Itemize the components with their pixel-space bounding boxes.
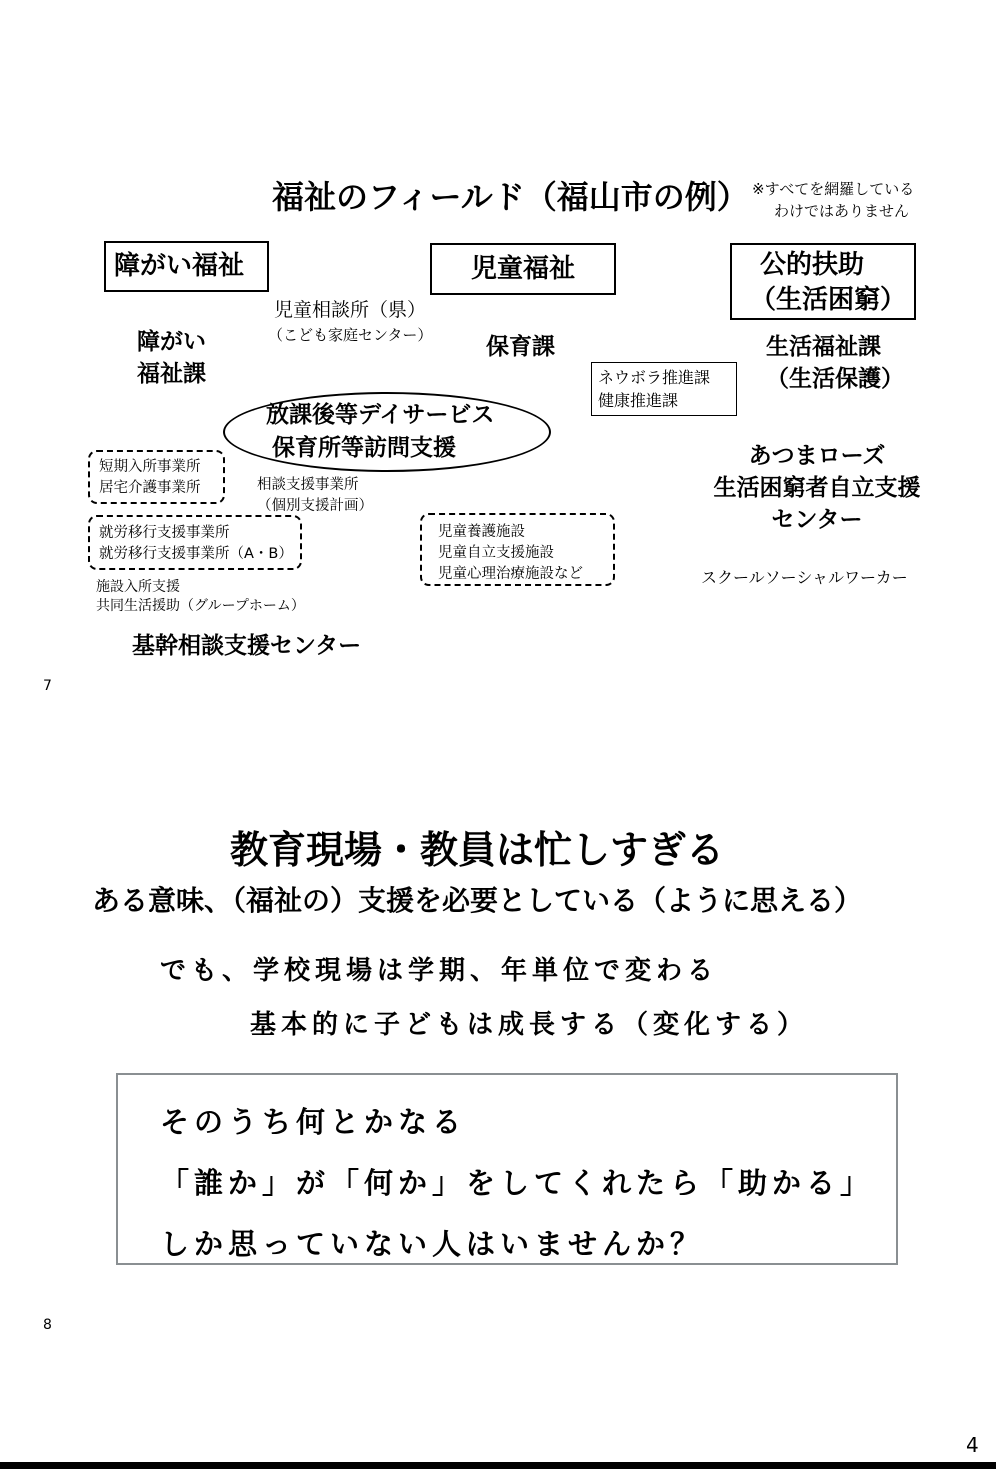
neubora-line-2: 健康推進課 xyxy=(598,391,679,410)
disability-section-line-2: 福祉課 xyxy=(137,361,206,387)
welfare-section-line-1: 生活福祉課 xyxy=(766,334,881,360)
welfare-section xyxy=(766,331,904,395)
disability-section-line-1: 障がい xyxy=(137,329,206,355)
category-child-box xyxy=(430,243,616,295)
category-public-box xyxy=(730,243,916,320)
child-guidance-line-2: （こども家庭センター） xyxy=(268,326,433,344)
note-line-2: わけではありません xyxy=(774,202,910,220)
atsuma-center xyxy=(697,440,937,536)
category-disability-box xyxy=(104,241,269,292)
facility-support xyxy=(96,578,305,616)
employment-line-1: 就労移行支援事業所 xyxy=(99,525,230,541)
child-facilities-line-2: 児童自立支援施設 xyxy=(438,545,554,561)
employment-box xyxy=(88,515,302,570)
child-facilities-line-3: 児童心理治療施設など xyxy=(438,566,583,582)
atsuma-line-2: 生活困窮者自立支援 xyxy=(713,475,921,501)
short-stay-line-1: 短期入所事業所 xyxy=(99,459,201,475)
child-facilities-box xyxy=(420,513,615,586)
short-stay-box xyxy=(88,450,225,504)
slide8-title: 教育現場・教員は忙しすぎる xyxy=(230,828,725,872)
consult-office xyxy=(257,475,373,517)
oval-line-1: 放課後等デイサービス xyxy=(266,402,495,428)
facility-line-2: 共同生活援助（グループホーム） xyxy=(96,598,305,614)
category-public-line-2: （生活困窮） xyxy=(750,285,907,315)
neubora-box xyxy=(591,362,737,416)
core-consult-center: 基幹相談支援センター xyxy=(132,633,362,659)
message-line-1: そのうち何とかなる xyxy=(160,1105,467,1139)
page-bottom-border xyxy=(0,1462,996,1469)
facility-line-1: 施設入所支援 xyxy=(96,579,180,595)
oval-line-2: 保育所等訪問支援 xyxy=(272,435,456,461)
message-line-3: しか思っていない人はいませんか？ xyxy=(160,1227,705,1261)
message-line-2: 「誰か」が「何か」をしてくれたら「助かる」 xyxy=(160,1166,875,1200)
after-school-service-text xyxy=(266,399,494,465)
consult-office-line-1: 相談支援事業所 xyxy=(257,477,359,493)
child-facilities-line-1: 児童養護施設 xyxy=(438,524,525,540)
short-stay-line-2: 居宅介護事業所 xyxy=(99,480,201,496)
child-guidance-line-1: 児童相談所（県） xyxy=(274,299,427,321)
slide8-message-box xyxy=(116,1073,898,1265)
school-social-worker: スクールソーシャルワーカー xyxy=(701,568,908,587)
child-guidance-center xyxy=(268,298,432,348)
consult-office-line-2: （個別支援計画） xyxy=(257,498,373,514)
slide7-number: 7 xyxy=(43,678,52,694)
category-disability-label: 障がい福祉 xyxy=(114,251,245,281)
atsuma-line-3: センター xyxy=(771,507,863,533)
page-number: 4 xyxy=(966,1433,979,1457)
category-public-line-1: 公的扶助 xyxy=(760,250,865,280)
childcare-section: 保育課 xyxy=(486,334,555,360)
welfare-section-line-2: （生活保護） xyxy=(766,366,904,392)
slide8-number: 8 xyxy=(43,1317,52,1333)
slide8-line-1: でも、学校現場は学期、年単位で変わる xyxy=(160,956,719,986)
slide7-title: 福祉のフィールド（福山市の例） xyxy=(272,178,749,216)
employment-line-2: 就労移行支援事業所（A・B） xyxy=(99,546,293,562)
atsuma-line-1: あつまローズ xyxy=(748,443,886,469)
slide8-line-2: 基本的に子どもは成長する（変化する） xyxy=(250,1010,809,1040)
disability-section xyxy=(137,326,206,390)
neubora-line-1: ネウボラ推進課 xyxy=(598,368,711,387)
slide7-note xyxy=(752,178,914,222)
slide8-subtitle: ある意味、（福祉の）支援を必要としている（ように思える） xyxy=(92,884,863,917)
category-child-label: 児童福祉 xyxy=(470,254,575,284)
note-line-1: ※すべてを網羅している xyxy=(752,180,915,198)
